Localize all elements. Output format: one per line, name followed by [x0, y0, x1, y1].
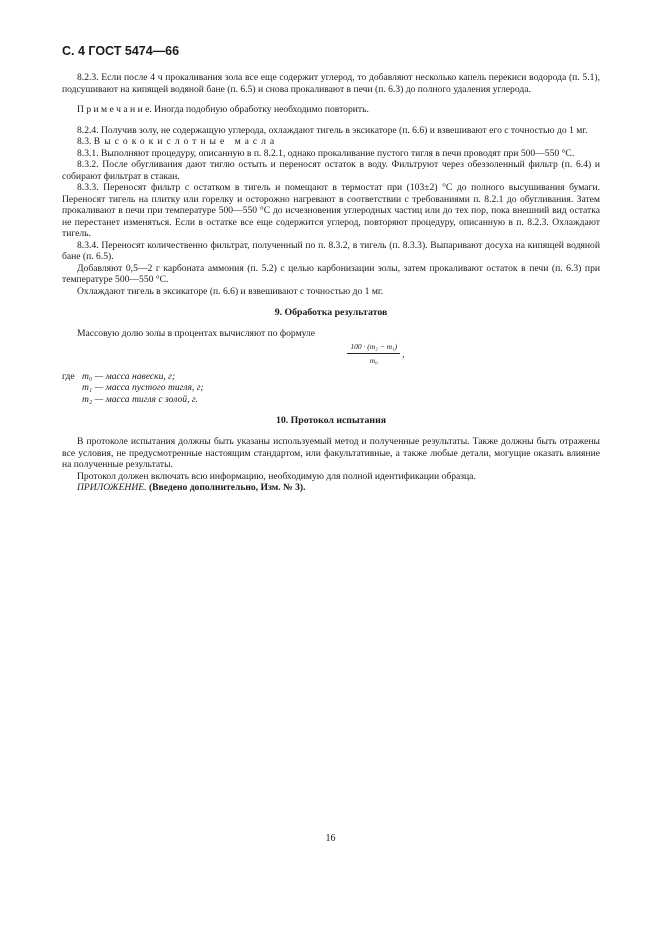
protocol-paragraph-1: В протоколе испытания должны быть указаны используемый метод и полученные результаты. Также должны быть отражены все условия, не предусмотренные настоящим стандартом, или факультативные, а также любые детали, могущие оказать влияние на полученные результаты.	[62, 436, 600, 470]
formula-numerator: 100 · (m₂ − m₁)	[347, 342, 400, 354]
section-8-3-heading	[62, 136, 600, 148]
legend-m0: m₀ — масса навески, г;	[82, 370, 176, 382]
document-page	[62, 44, 600, 494]
section-8-3-number: 8.3.	[77, 136, 92, 147]
note: П р и м е ч а н и е. Иногда подобную обработку необходимо повторить.	[77, 104, 369, 115]
legend-row	[62, 394, 600, 406]
formula-comma: ,	[402, 348, 405, 360]
legend-row	[62, 382, 600, 394]
paragraph-8-2-4: 8.2.4. Получив золу, не содержащую углерода, охлаждают тигель в эксикаторе (п. 6.6) и взвешивают его с точностью до 1 мг.	[77, 124, 588, 136]
paragraph-8-3-1: 8.3.1. Выполняют процедуру, описанную в п. 8.2.1, однако прокаливание пустого тигля в печи проводят при 500—550 °С.	[77, 147, 575, 159]
appendix-label: ПРИЛОЖЕНИЕ.	[77, 482, 147, 493]
section-8-3-title: Высококислотные масла	[93, 136, 279, 147]
paragraph-8-3-4-c: Охлаждают тигель в эксикаторе (п. 6.6) и взвешивают с точностью до 1 мг.	[77, 285, 384, 297]
paragraph-8-3-2: 8.3.2. После обугливания дают тиглю остыть и переносят остаток в воду. Фильтруют через обеззоленный фильтр (п. 6.4) и собирают фильтрат в стакан.	[62, 159, 600, 182]
paragraph-8-3-3: 8.3.3. Переносят фильтр с остатком в тигель и помещают в термостат при (103±2) °С до полного высушивания бумаги. Переносят тигель на плитку или горелку и осторожно нагревают в соответствии с требованиями п. 8.2.1 до обугливания. Затем прокаливают в печи при температуре 500—550 °С до исчезновения углеродных частиц или до тех пор, пока внешний вид остатка не перестанет изменяться. Если в остатке все еще содержится углерод, повторяют процедуру, описанную в п. 8.2.3. Охлаждают тигель.	[62, 182, 600, 239]
page-header: С. 4 ГОСТ 5474—66	[62, 44, 180, 58]
paragraph-8-2-3: 8.2.3. Если после 4 ч прокаливания зола все еще содержит углерод, то добавляют несколько капель перекиси водорода (п. 5.1), подсушивают на кипящей водяной бане (п. 6.5) и снова прокаливают в печи (п. 6.3) до полного удаления углерода.	[62, 72, 600, 95]
appendix-note	[62, 482, 600, 494]
formula-intro: Массовую долю золы в процентах вычисляют по формуле	[77, 328, 316, 339]
page-number: 16	[325, 833, 336, 844]
legend-m2: m₂ — масса тигля с золой, г.	[82, 393, 198, 405]
ash-formula	[152, 342, 600, 365]
paragraph-8-3-4: 8.3.4. Переносят количественно фильтрат, полученный по п. 8.3.2, в тигель (п. 8.3.3). Выпаривают досуха на кипящей водяной бане (п. 6.5).	[62, 239, 600, 262]
formula-fraction	[347, 342, 400, 365]
section-10-title: 10. Протокол испытания	[275, 415, 387, 426]
protocol-paragraph-2: Протокол должен включать всю информацию, необходимую для полной идентификации образца.	[77, 470, 476, 482]
legend-row	[62, 371, 600, 383]
appendix-amendment: (Введено дополнительно, Изм. № 3).	[148, 482, 306, 493]
paragraph-8-3-4-b: Добавляют 0,5—2 г карбоната аммония (п. 5.2) с целью карбонизации золы, затем прокаливают остаток в печи (п. 6.3) при температуре 500—550 °С.	[62, 262, 600, 285]
section-9-title: 9. Обработка результатов	[274, 307, 388, 318]
variable-legend	[62, 371, 600, 406]
where-label: где	[62, 370, 75, 382]
formula-denominator: m₀	[369, 355, 378, 365]
legend-m1: m₁ — масса пустого тигля, г;	[82, 382, 204, 393]
